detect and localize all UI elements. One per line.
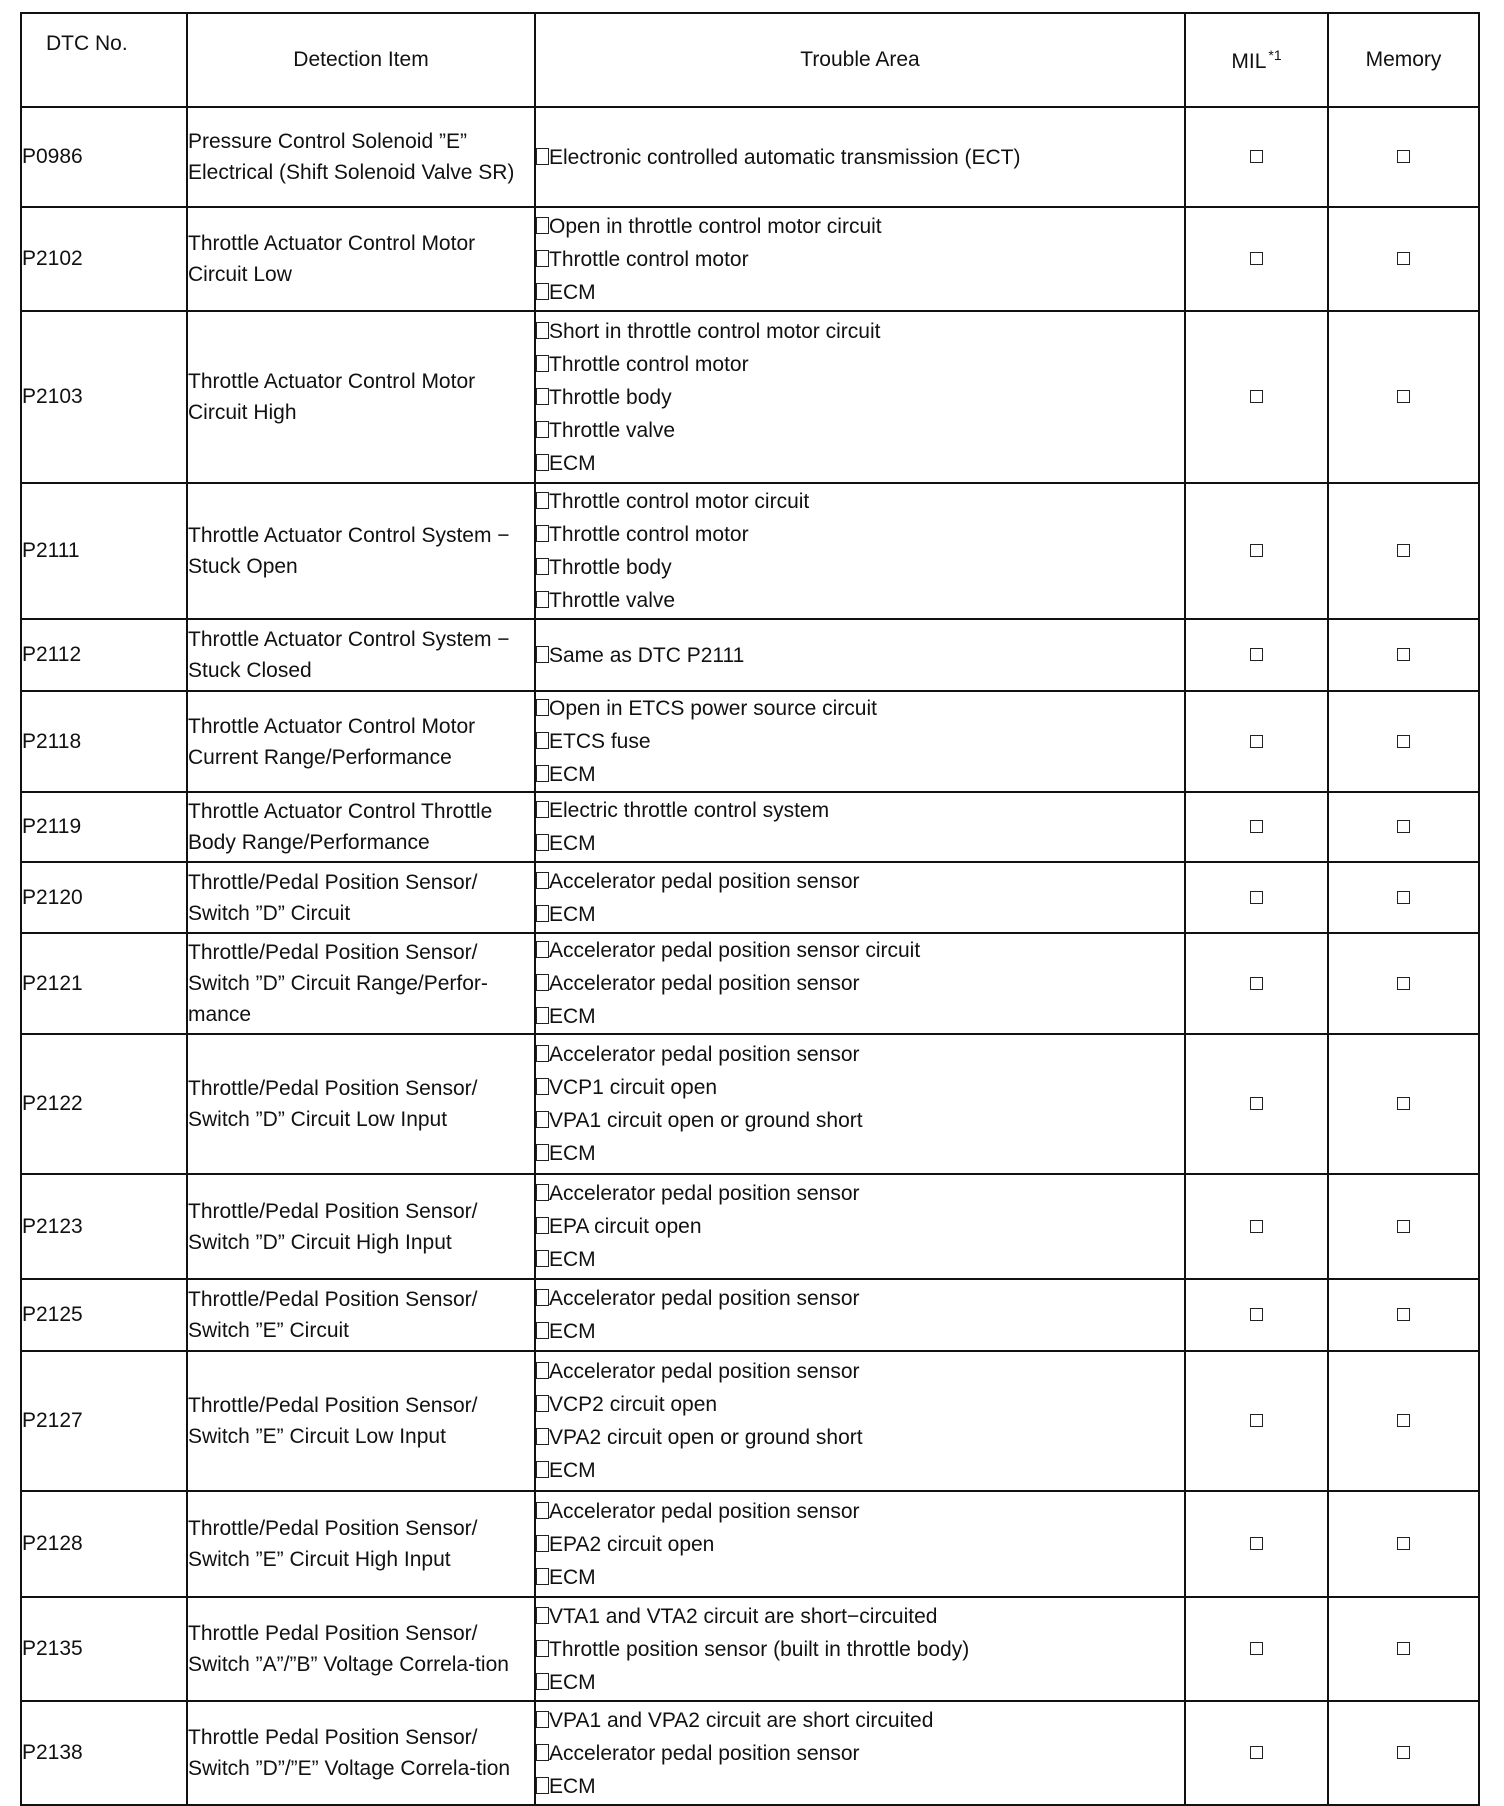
detection-item: Throttle Actuator Control System − Stuck Closed xyxy=(187,619,535,691)
bullet-box-icon xyxy=(536,1184,549,1201)
table-row xyxy=(21,933,1479,1034)
bullet-box-icon xyxy=(536,388,549,405)
bullet-box-icon xyxy=(536,1045,549,1062)
trouble-area-text: ECM xyxy=(549,451,596,475)
detection-item: Throttle/Pedal Position Sensor/ Switch ”E” Circuit Low Input xyxy=(187,1351,535,1491)
trouble-area-item xyxy=(536,865,1184,898)
trouble-area-item xyxy=(536,1770,1184,1803)
trouble-area-text: ECM xyxy=(549,1459,596,1482)
detection-item: Throttle/Pedal Position Sensor/ Switch ”D” Circuit Low Input xyxy=(187,1034,535,1174)
mil-cell xyxy=(1185,1491,1328,1597)
dtc-code: P2128 xyxy=(21,1491,187,1597)
trouble-area-text: ECM xyxy=(549,1565,596,1589)
dtc-code: P2121 xyxy=(21,933,187,1034)
bullet-box-icon xyxy=(536,1362,549,1379)
detection-item: Throttle/Pedal Position Sensor/ Switch ”E” Circuit High Input xyxy=(187,1491,535,1597)
bullet-box-icon xyxy=(536,322,549,339)
mil-cell xyxy=(1185,1351,1328,1491)
trouble-area-text: ECM xyxy=(549,280,596,304)
header-mil: MIL $^{*1}$ xyxy=(1185,13,1328,107)
bullet-box-icon xyxy=(536,1395,549,1412)
detection-item: Throttle Actuator Control Motor Circuit Low xyxy=(187,207,535,311)
mil-box-icon xyxy=(1250,1220,1263,1233)
trouble-area-text: ECM xyxy=(549,1142,596,1165)
bullet-box-icon xyxy=(536,1322,549,1339)
bullet-box-icon xyxy=(536,1673,549,1690)
table-row xyxy=(21,792,1479,862)
bullet-box-icon xyxy=(536,1607,549,1624)
dtc-code: P2138 xyxy=(21,1701,187,1805)
bullet-box-icon xyxy=(536,217,549,234)
bullet-box-icon xyxy=(536,1007,549,1024)
bullet-box-icon xyxy=(536,283,549,300)
bullet-box-icon xyxy=(536,1250,549,1267)
trouble-area-item xyxy=(536,1315,1184,1348)
trouble-area xyxy=(535,311,1185,483)
trouble-area-item xyxy=(536,518,1184,551)
bullet-box-icon xyxy=(536,421,549,438)
trouble-area-text: Accelerator pedal position sensor xyxy=(549,1499,860,1523)
trouble-area xyxy=(535,1034,1185,1174)
trouble-area-text: EPA2 circuit open xyxy=(549,1532,715,1556)
trouble-area-text: Throttle valve xyxy=(549,418,676,442)
trouble-area-text: Accelerator pedal position sensor xyxy=(549,1287,860,1310)
table-row xyxy=(21,1034,1479,1174)
memory-box-icon xyxy=(1397,977,1410,990)
bullet-box-icon xyxy=(536,1144,549,1161)
table-row xyxy=(21,107,1479,207)
dtc-code: P2102 xyxy=(21,207,187,311)
trouble-area-text: ECM xyxy=(549,1005,596,1028)
table-row xyxy=(21,483,1479,619)
bullet-box-icon xyxy=(536,1777,549,1794)
memory-box-icon xyxy=(1397,735,1410,748)
bullet-box-icon xyxy=(536,646,549,663)
bullet-box-icon xyxy=(536,1111,549,1128)
bullet-box-icon xyxy=(536,1217,549,1234)
trouble-area-text: Throttle position sensor (built in throttle body) xyxy=(549,1637,970,1661)
dtc-code: P2111 xyxy=(21,483,187,619)
mil-box-icon xyxy=(1250,648,1263,661)
mil-cell xyxy=(1185,691,1328,792)
trouble-area-item xyxy=(536,1243,1184,1276)
bullet-box-icon xyxy=(536,699,549,716)
trouble-area-text: Throttle control motor xyxy=(549,352,749,376)
trouble-area xyxy=(535,207,1185,311)
trouble-area-text: Throttle control motor circuit xyxy=(549,490,810,513)
table-row xyxy=(21,1597,1479,1701)
trouble-area xyxy=(535,619,1185,691)
bullet-box-icon xyxy=(536,1428,549,1445)
detection-item: Throttle/Pedal Position Sensor/ Switch ”D” Circuit Range/Perfor-mance xyxy=(187,933,535,1034)
trouble-area-item xyxy=(536,1038,1184,1071)
bullet-box-icon xyxy=(536,1535,549,1552)
bullet-box-icon xyxy=(536,1078,549,1095)
trouble-area-item xyxy=(536,348,1184,381)
mil-cell xyxy=(1185,1597,1328,1701)
mil-box-icon xyxy=(1250,1414,1263,1427)
mil-cell xyxy=(1185,483,1328,619)
trouble-area xyxy=(535,1351,1185,1491)
memory-cell xyxy=(1328,1174,1479,1279)
mil-cell xyxy=(1185,862,1328,933)
bullet-box-icon xyxy=(536,941,549,958)
bullet-box-icon xyxy=(536,1502,549,1519)
trouble-area-text: ECM xyxy=(549,902,596,926)
trouble-area-item xyxy=(536,794,1184,827)
trouble-area-text: VPA2 circuit open or ground short xyxy=(549,1426,863,1449)
bullet-box-icon xyxy=(536,1461,549,1478)
mil-cell xyxy=(1185,933,1328,1034)
memory-cell xyxy=(1328,619,1479,691)
mil-box-icon xyxy=(1250,891,1263,904)
memory-box-icon xyxy=(1397,1642,1410,1655)
trouble-area xyxy=(535,691,1185,792)
table-row xyxy=(21,862,1479,933)
trouble-area-item xyxy=(536,551,1184,584)
trouble-area-item xyxy=(536,1495,1184,1528)
bullet-box-icon xyxy=(536,1568,549,1585)
bullet-box-icon xyxy=(536,355,549,372)
bullet-box-icon xyxy=(536,1640,549,1657)
memory-cell xyxy=(1328,1597,1479,1701)
mil-box-icon xyxy=(1250,735,1263,748)
bullet-box-icon xyxy=(536,1711,549,1728)
trouble-area-text: ECM xyxy=(549,763,596,786)
memory-box-icon xyxy=(1397,1414,1410,1427)
trouble-area-item xyxy=(536,210,1184,243)
trouble-area-item xyxy=(536,1177,1184,1210)
trouble-area-item xyxy=(536,725,1184,758)
bullet-box-icon xyxy=(536,1289,549,1306)
dtc-code: P2122 xyxy=(21,1034,187,1174)
memory-box-icon xyxy=(1397,544,1410,557)
trouble-area-item xyxy=(536,827,1184,860)
bullet-box-icon xyxy=(536,765,549,782)
bullet-box-icon xyxy=(536,492,549,509)
header-memory: Memory xyxy=(1328,13,1479,107)
bullet-box-icon xyxy=(536,454,549,471)
trouble-area xyxy=(535,1597,1185,1701)
memory-box-icon xyxy=(1397,1308,1410,1321)
trouble-area-item xyxy=(536,1421,1184,1454)
trouble-area xyxy=(535,1279,1185,1351)
memory-cell xyxy=(1328,1279,1479,1351)
trouble-area-item xyxy=(536,934,1184,967)
dtc-table xyxy=(20,12,1480,1806)
trouble-area-text: Accelerator pedal position sensor xyxy=(549,1182,860,1205)
trouble-area-item xyxy=(536,1137,1184,1170)
trouble-area-item xyxy=(536,276,1184,309)
memory-cell xyxy=(1328,1034,1479,1174)
mil-box-icon xyxy=(1250,1537,1263,1550)
mil-box-icon xyxy=(1250,820,1263,833)
memory-cell xyxy=(1328,862,1479,933)
trouble-area xyxy=(535,1701,1185,1805)
memory-box-icon xyxy=(1397,150,1410,163)
table-row xyxy=(21,1279,1479,1351)
trouble-area xyxy=(535,1491,1185,1597)
dtc-code: P0986 xyxy=(21,107,187,207)
trouble-area-item xyxy=(536,584,1184,617)
trouble-area-item xyxy=(536,1388,1184,1421)
trouble-area-text: Accelerator pedal position sensor xyxy=(549,1043,860,1066)
trouble-area xyxy=(535,107,1185,207)
bullet-box-icon xyxy=(536,834,549,851)
trouble-area-item xyxy=(536,1704,1184,1737)
trouble-area-text: Accelerator pedal position sensor circuit xyxy=(549,939,921,962)
bullet-box-icon xyxy=(536,250,549,267)
detection-item: Throttle Pedal Position Sensor/ Switch ”A”/”B” Voltage Correla-tion xyxy=(187,1597,535,1701)
mil-box-icon xyxy=(1250,977,1263,990)
bullet-box-icon xyxy=(536,591,549,608)
table-header-row xyxy=(21,13,1479,107)
trouble-area-item xyxy=(536,1528,1184,1561)
dtc-code: P2119 xyxy=(21,792,187,862)
trouble-area-text: Throttle body xyxy=(549,385,672,409)
trouble-area-item xyxy=(536,1737,1184,1770)
mil-cell xyxy=(1185,1279,1328,1351)
dtc-code: P2118 xyxy=(21,691,187,792)
trouble-area-text: ECM xyxy=(549,1670,596,1694)
trouble-area-item xyxy=(536,1000,1184,1033)
trouble-area-item xyxy=(536,447,1184,480)
table-row xyxy=(21,1351,1479,1491)
detection-item: Throttle Actuator Control Motor Current Range/Performance xyxy=(187,691,535,792)
mil-box-icon xyxy=(1250,1642,1263,1655)
table-row xyxy=(21,1701,1479,1805)
mil-cell xyxy=(1185,207,1328,311)
memory-cell xyxy=(1328,1701,1479,1805)
trouble-area-item xyxy=(536,1282,1184,1315)
trouble-area-item xyxy=(536,1454,1184,1487)
trouble-area-item xyxy=(536,1600,1184,1633)
bullet-box-icon xyxy=(536,905,549,922)
trouble-area xyxy=(535,862,1185,933)
memory-cell xyxy=(1328,1351,1479,1491)
bullet-box-icon xyxy=(536,1744,549,1761)
mil-box-icon xyxy=(1250,1308,1263,1321)
trouble-area-text: Throttle body xyxy=(549,556,672,579)
trouble-area-item xyxy=(536,1210,1184,1243)
trouble-area-text: Accelerator pedal position sensor xyxy=(549,1360,860,1383)
memory-cell xyxy=(1328,483,1479,619)
mil-box-icon xyxy=(1250,1097,1263,1110)
table-row xyxy=(21,207,1479,311)
trouble-area-item xyxy=(536,1666,1184,1699)
trouble-area-text: Electric throttle control system xyxy=(549,799,830,822)
trouble-area-text: Throttle valve xyxy=(549,589,676,612)
table-row xyxy=(21,1174,1479,1279)
table-row xyxy=(21,311,1479,483)
trouble-area-item xyxy=(536,243,1184,276)
trouble-area-text: EPA circuit open xyxy=(549,1215,702,1238)
trouble-area-text: VCP1 circuit open xyxy=(549,1076,718,1099)
trouble-area-item xyxy=(536,898,1184,931)
trouble-area-item xyxy=(536,639,1184,672)
trouble-area xyxy=(535,792,1185,862)
trouble-area-text: ECM xyxy=(549,1248,596,1271)
detection-item: Throttle Pedal Position Sensor/ Switch ”D”/”E” Voltage Correla-tion xyxy=(187,1701,535,1805)
trouble-area-text: VCP2 circuit open xyxy=(549,1393,718,1416)
memory-box-icon xyxy=(1397,1220,1410,1233)
mil-cell xyxy=(1185,1034,1328,1174)
trouble-area-text: Open in throttle control motor circuit xyxy=(549,214,882,238)
trouble-area-item xyxy=(536,1071,1184,1104)
trouble-area-text: ETCS fuse xyxy=(549,730,651,753)
memory-box-icon xyxy=(1397,820,1410,833)
mil-cell xyxy=(1185,619,1328,691)
table-body xyxy=(21,107,1479,1805)
trouble-area-item xyxy=(536,967,1184,1000)
mil-box-icon xyxy=(1250,544,1263,557)
dtc-code: P2123 xyxy=(21,1174,187,1279)
trouble-area-text: Open in ETCS power source circuit xyxy=(549,697,877,720)
table-row xyxy=(21,691,1479,792)
memory-cell xyxy=(1328,207,1479,311)
trouble-area-item xyxy=(536,1561,1184,1594)
trouble-area xyxy=(535,1174,1185,1279)
detection-item: Throttle Actuator Control System − Stuck Open xyxy=(187,483,535,619)
header-trouble-area: Trouble Area xyxy=(535,13,1185,107)
trouble-area-text: Same as DTC P2111 xyxy=(549,643,745,667)
detection-item: Throttle Actuator Control Throttle Body Range/Performance xyxy=(187,792,535,862)
mil-box-icon xyxy=(1250,1746,1263,1759)
trouble-area-text: Throttle control motor xyxy=(549,247,749,271)
trouble-area-text: Throttle control motor xyxy=(549,523,749,546)
trouble-area-text: ECM xyxy=(549,1320,596,1343)
mil-footnote-mark: *1 xyxy=(1268,46,1282,63)
dtc-code: P2135 xyxy=(21,1597,187,1701)
trouble-area-text: ECM xyxy=(549,832,596,855)
bullet-box-icon xyxy=(536,558,549,575)
bullet-box-icon xyxy=(536,801,549,818)
table-row xyxy=(21,619,1479,691)
mil-box-icon xyxy=(1250,390,1263,403)
trouble-area-item xyxy=(536,141,1184,174)
mil-cell xyxy=(1185,1701,1328,1805)
trouble-area-item xyxy=(536,692,1184,725)
memory-cell xyxy=(1328,792,1479,862)
header-detection-item: Detection Item xyxy=(187,13,535,107)
bullet-box-icon xyxy=(536,732,549,749)
trouble-area xyxy=(535,483,1185,619)
trouble-area-item xyxy=(536,1633,1184,1666)
bullet-box-icon xyxy=(536,525,549,542)
trouble-area-text: VTA1 and VTA2 circuit are short−circuited xyxy=(549,1604,938,1628)
memory-box-icon xyxy=(1397,1537,1410,1550)
trouble-area-item xyxy=(536,315,1184,348)
trouble-area-text: VPA1 circuit open or ground short xyxy=(549,1109,863,1132)
trouble-area-text: Electronic controlled automatic transmission (ECT) xyxy=(549,145,1021,169)
dtc-code: P2103 xyxy=(21,311,187,483)
dtc-table-page xyxy=(20,12,1478,1806)
memory-box-icon xyxy=(1397,1097,1410,1110)
memory-cell xyxy=(1328,311,1479,483)
trouble-area-text: VPA1 and VPA2 circuit are short circuited xyxy=(549,1708,934,1732)
header-dtc-no: DTC No. xyxy=(21,13,187,107)
memory-box-icon xyxy=(1397,648,1410,661)
memory-box-icon xyxy=(1397,390,1410,403)
dtc-code: P2127 xyxy=(21,1351,187,1491)
memory-cell xyxy=(1328,1491,1479,1597)
table-row xyxy=(21,1491,1479,1597)
trouble-area-item xyxy=(536,381,1184,414)
trouble-area xyxy=(535,933,1185,1034)
bullet-box-icon xyxy=(536,974,549,991)
trouble-area-item xyxy=(536,1355,1184,1388)
trouble-area-text: Accelerator pedal position sensor xyxy=(549,869,860,893)
memory-box-icon xyxy=(1397,1746,1410,1759)
trouble-area-item xyxy=(536,485,1184,518)
trouble-area-item xyxy=(536,414,1184,447)
memory-cell xyxy=(1328,691,1479,792)
memory-cell xyxy=(1328,933,1479,1034)
mil-cell xyxy=(1185,792,1328,862)
trouble-area-text: ECM xyxy=(549,1774,596,1798)
trouble-area-text: Accelerator pedal position sensor xyxy=(549,1741,860,1765)
memory-box-icon xyxy=(1397,891,1410,904)
mil-cell xyxy=(1185,1174,1328,1279)
detection-item: Throttle Actuator Control Motor Circuit High xyxy=(187,311,535,483)
trouble-area-item xyxy=(536,1104,1184,1137)
mil-box-icon xyxy=(1250,150,1263,163)
bullet-box-icon xyxy=(536,148,549,165)
dtc-code: P2112 xyxy=(21,619,187,691)
mil-cell xyxy=(1185,107,1328,207)
trouble-area-text: Short in throttle control motor circuit xyxy=(549,319,881,343)
memory-cell xyxy=(1328,107,1479,207)
detection-item: Throttle/Pedal Position Sensor/ Switch ”D” Circuit High Input xyxy=(187,1174,535,1279)
bullet-box-icon xyxy=(536,872,549,889)
dtc-code: P2120 xyxy=(21,862,187,933)
trouble-area-item xyxy=(536,758,1184,791)
dtc-code: P2125 xyxy=(21,1279,187,1351)
detection-item: Pressure Control Solenoid ”E” Electrical (Shift Solenoid Valve SR) xyxy=(187,107,535,207)
trouble-area-text: Accelerator pedal position sensor xyxy=(549,972,860,995)
memory-box-icon xyxy=(1397,252,1410,265)
detection-item: Throttle/Pedal Position Sensor/ Switch ”D” Circuit xyxy=(187,862,535,933)
mil-cell xyxy=(1185,311,1328,483)
mil-box-icon xyxy=(1250,252,1263,265)
detection-item: Throttle/Pedal Position Sensor/ Switch ”E” Circuit xyxy=(187,1279,535,1351)
